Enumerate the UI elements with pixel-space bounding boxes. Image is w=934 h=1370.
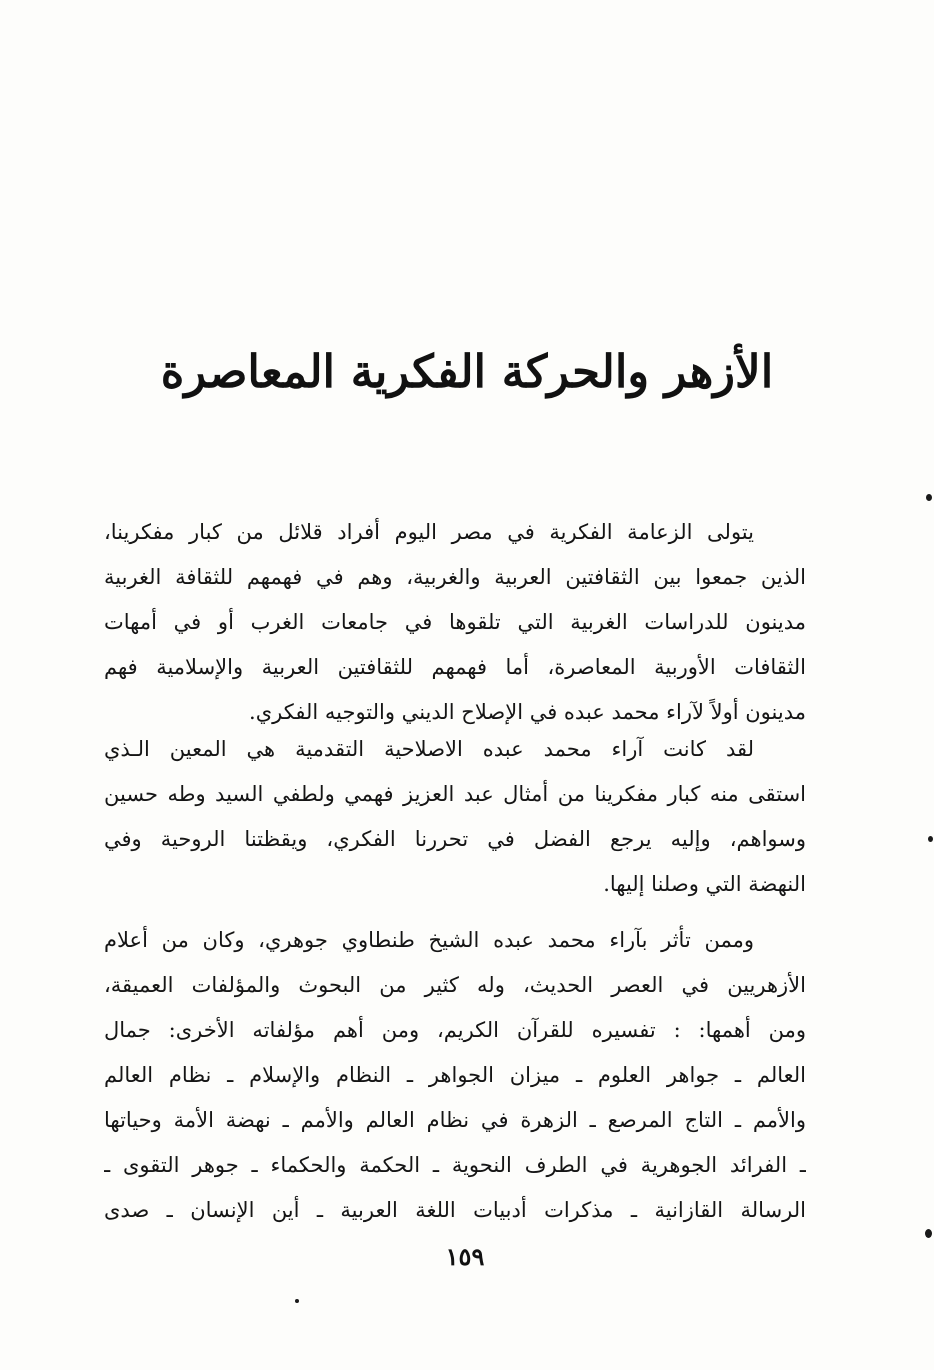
paragraph-line: مدينون أولاً لآراء محمد عبده في الإصلاح الديني والتوجيه الفكري. xyxy=(249,700,806,724)
paragraph-line: وسواهم، وإليه يرجع الفضل في تحررنا الفكري، ويقظتنا الروحية وفي xyxy=(104,827,806,851)
paragraph-line: مدينون للدراسات الغربية التي تلقوها في جامعات الغرب أو في أمهات xyxy=(104,610,806,634)
paragraph-line: استقى منه كبار مفكرينا من أمثال عبد العزيز فهمي ولطفي السيد وطه حسين xyxy=(104,782,806,806)
chapter-title: الأزهر والحركة الفكرية المعاصرة xyxy=(160,345,774,398)
page-number: ١٥٩ xyxy=(445,1242,485,1271)
paragraph-line: ـ الفرائد الجوهرية في الطرف النحوية ـ الحكمة والحكماء ـ جوهر التقوى ـ xyxy=(104,1153,806,1177)
scan-speck xyxy=(925,1229,932,1238)
paragraph-2 xyxy=(104,727,806,907)
paragraph-line: ومن أهمها: : تفسيره للقرآن الكريم، ومن أهم مؤلفاته الأخرى: جمال xyxy=(104,1018,806,1042)
scan-speck xyxy=(295,1299,299,1303)
paragraph-line: والأمم ـ التاج المرصع ـ الزهرة في نظام العالم والأمم ـ نهضة الأمة وحياتها xyxy=(104,1108,806,1132)
paragraph-line: النهضة التي وصلنا إليها. xyxy=(603,872,806,896)
paragraph-line: يتولى الزعامة الفكرية في مصر اليوم أفراد قلائل من كبار مفكرينا، xyxy=(104,520,754,544)
paragraph-1 xyxy=(104,510,806,735)
paragraph-line: الرسالة القازانية ـ مذكرات أدبيات اللغة العربية ـ أين الإنسان ـ صدى xyxy=(104,1198,806,1222)
paragraph-line: الذين جمعوا بين الثقافتين العربية والغربية، وهم في فهمهم للثقافة الغربية xyxy=(104,565,806,589)
paragraph-3 xyxy=(104,918,806,1233)
scan-speck xyxy=(928,836,933,842)
paragraph-line: الأزهريين في العصر الحديث، وله كثير من البحوث والمؤلفات العميقة، xyxy=(104,973,806,997)
scan-speck xyxy=(926,494,932,501)
paragraph-line: الثقافات الأوربية المعاصرة، أما فهمهم للثقافتين العربية والإسلامية فهم xyxy=(104,655,806,679)
paragraph-line: العالم ـ جواهر العلوم ـ ميزان الجواهر ـ النظام والإسلام ـ نظام العالم xyxy=(104,1063,806,1087)
paragraph-line: لقد كانت آراء محمد عبده الاصلاحية التقدمية هي المعين الـذي xyxy=(104,737,754,761)
paragraph-line: وممن تأثر بآراء محمد عبده الشيخ طنطاوي جوهري، وكان من أعلام xyxy=(104,928,754,952)
